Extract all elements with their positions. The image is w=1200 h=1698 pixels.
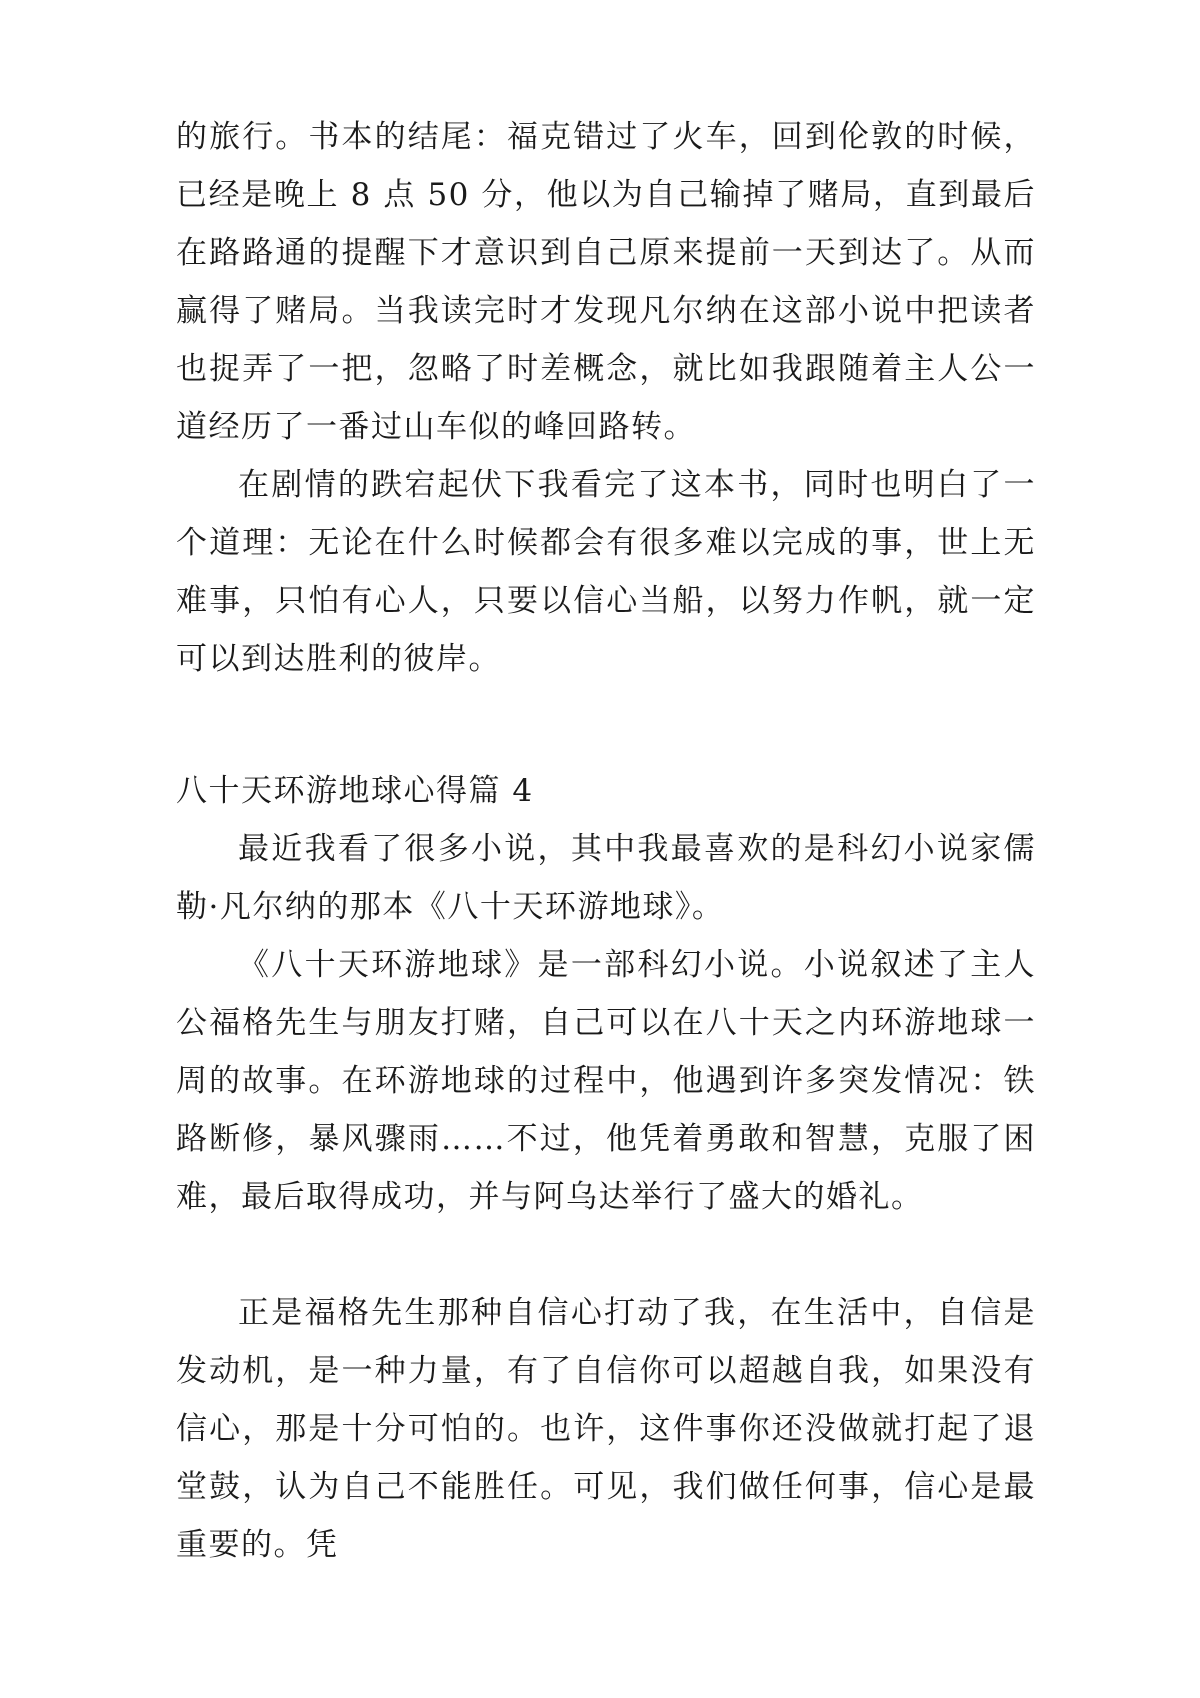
paragraph-summary: 《八十天环游地球》是一部科幻小说。小说叙述了主人公福格先生与朋友打赌，自己可以在八十天之内环游地球一周的故事。在环游地球的过程中，他遇到许多突发情况：铁路断修，暴风骤雨……不过，他凭着勇敢和智慧，克服了困难，最后取得成功，并与阿乌达举行了盛大的婚礼。 [176,947,1036,1215]
section-heading: 八十天环游地球心得篇 4 [176,773,534,809]
paragraph-continuation: 的旅行。书本的结尾：福克错过了火车，回到伦敦的时候，已经是晚上 8 点 50 分，他以为自己输掉了赌局，直到最后在路路通的提醒下才意识到自己原来提前一天到达了。从而赢得了赌局。当我读完时才发现凡尔纳在这部小说中把读者也捉弄了一把，忽略了时差概念，就比如我跟随着主人公一道经历了一番过山车似的峰回路转。 [176,119,1036,445]
paragraph-intro: 最近我看了很多小说，其中我最喜欢的是科幻小说家儒勒·凡尔纳的那本《八十天环游地球》。 [176,831,1036,925]
paragraph-reflection: 正是福格先生那种自信心打动了我，在生活中，自信是发动机，是一种力量，有了自信你可以超越自我，如果没有信心，那是十分可怕的。也许，这件事你还没做就打起了退堂鼓，认为自己不能胜任。可见，我们做任何事，信心是最重要的。凭 [176,1295,1036,1563]
paragraph-conclusion: 在剧情的跌宕起伏下我看完了这本书，同时也明白了一个道理：无论在什么时候都会有很多难以完成的事，世上无难事，只怕有心人，只要以信心当船，以努力作帆，就一定可以到达胜利的彼岸。 [176,467,1036,677]
